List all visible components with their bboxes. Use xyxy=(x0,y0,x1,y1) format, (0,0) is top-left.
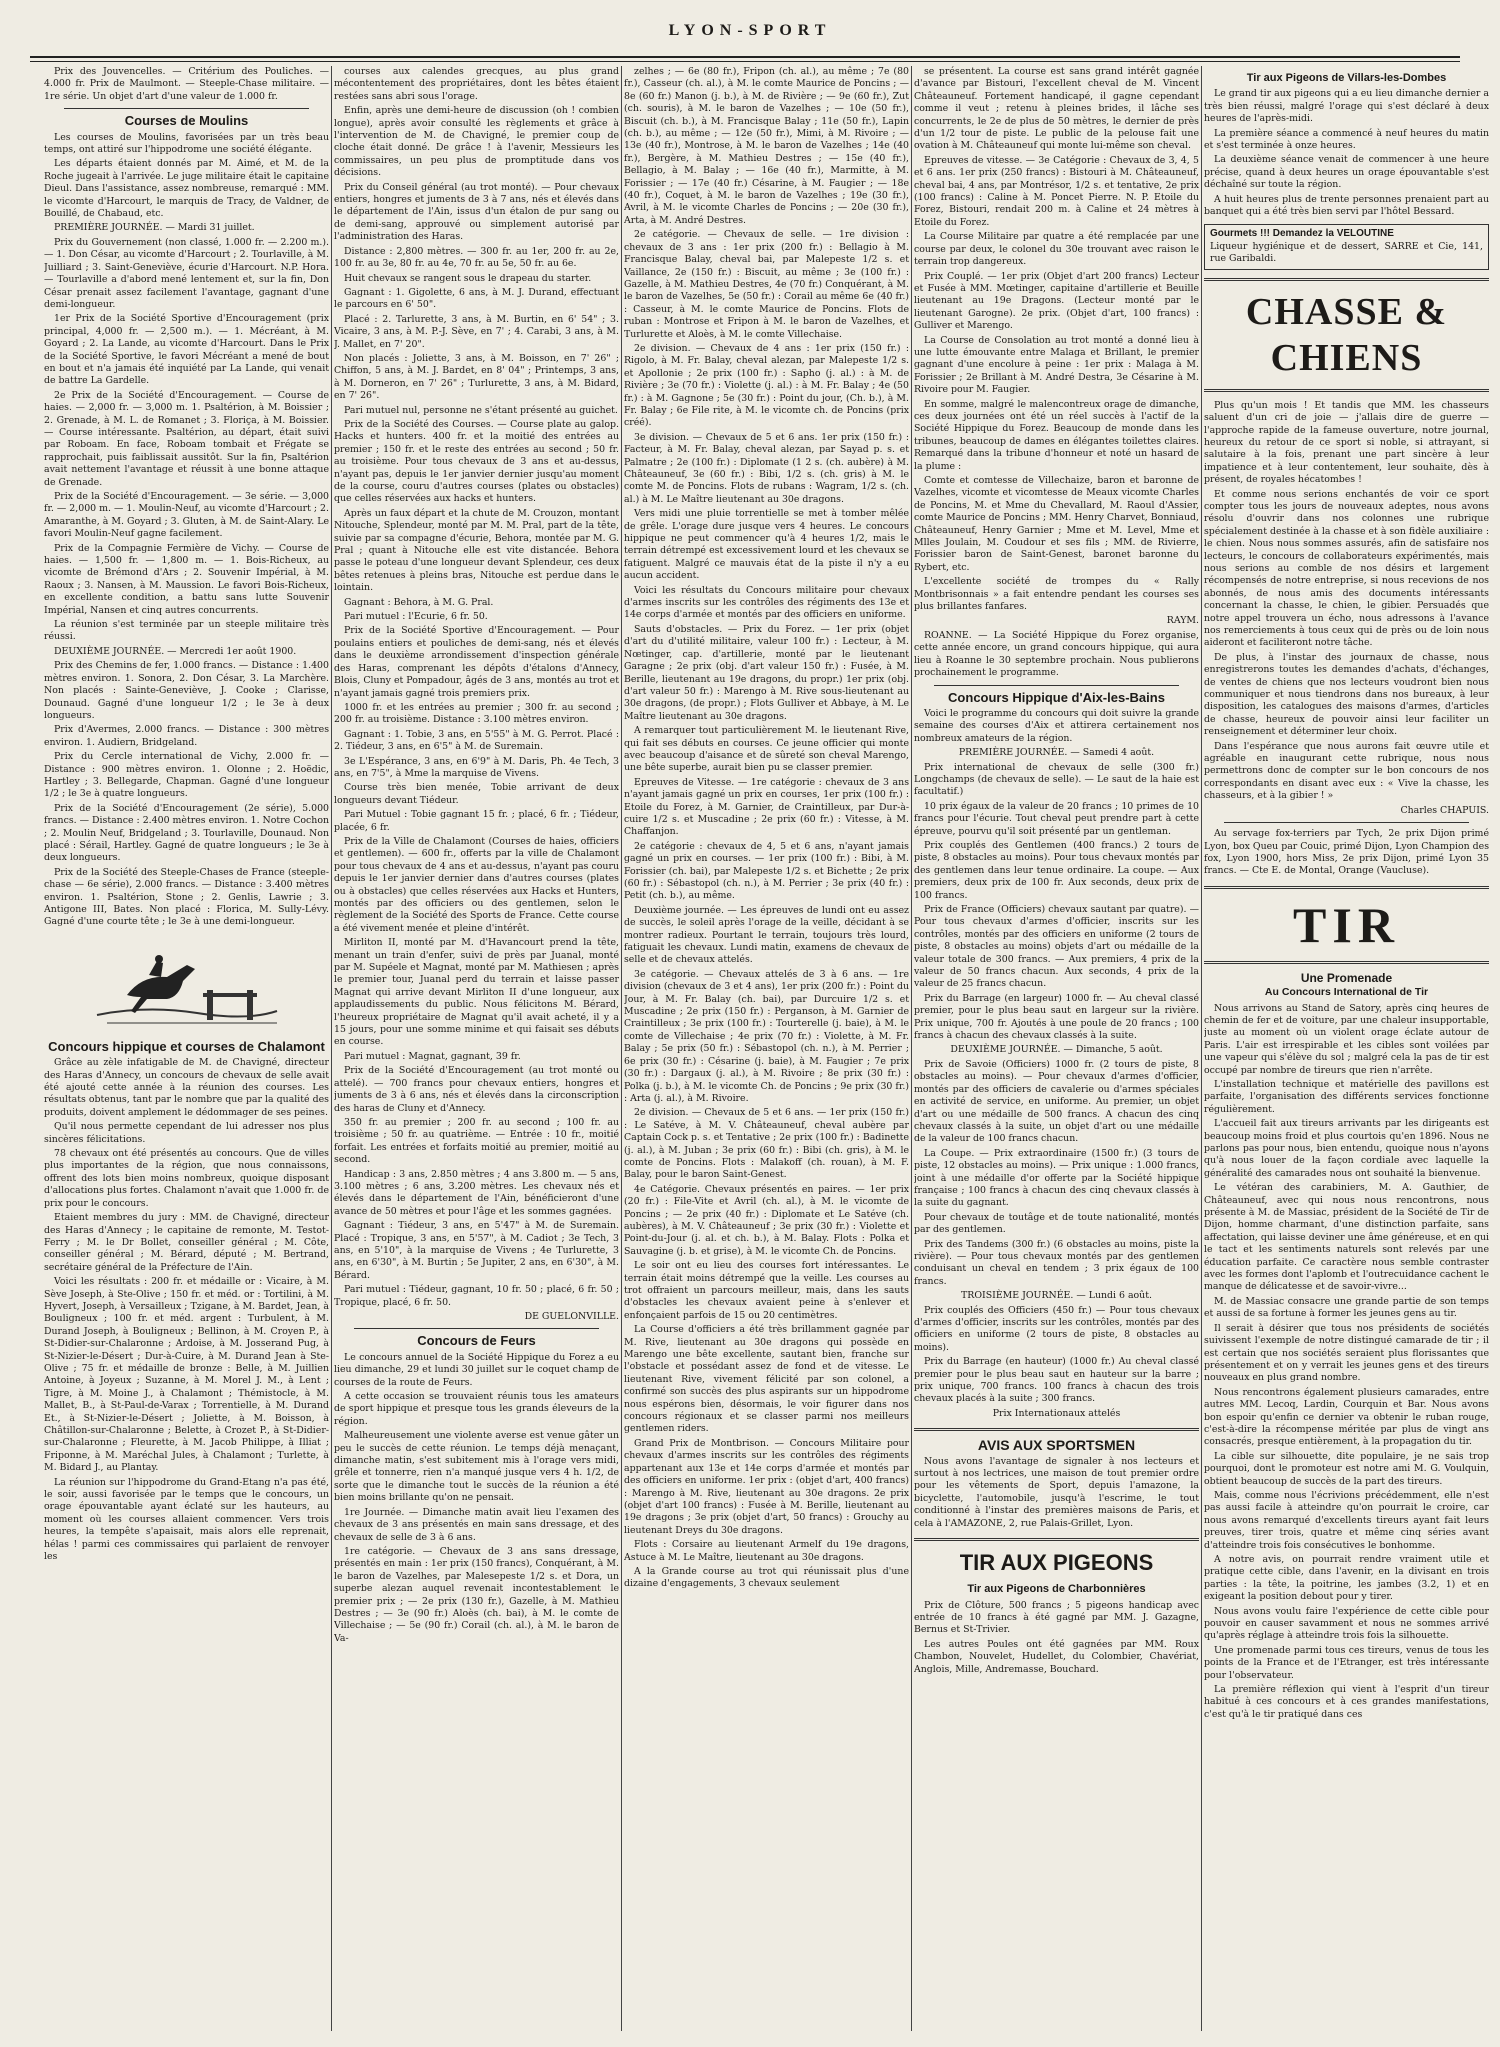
masthead-rule xyxy=(30,56,1460,58)
section-heading: Courses de Moulins xyxy=(124,113,249,129)
column-3 xyxy=(624,66,909,2031)
paragraph: Nous avons l'avantage de signaler à nos lecteurs et surtout à nos lectrices, une maison de tout premier ordre pour les vêtements de Sport, depuis l'amazone, la bicyclette, l'automobile, jusqu'à l'escrime, le tout conditionné à l'instar des premières maisons de Paris, et cela à l'AMAZONE, 2, rue Palais-Grillet, Lyon. xyxy=(914,1455,1199,1529)
paragraph: Prix international de chevaux de selle (300 fr.) Longchamps (de chevaux de selle). — Le saut de la haie est facultatif.) xyxy=(914,761,1199,798)
paragraph: Une promenade parmi tous ces tireurs, venus de tous les points de la France et de l'Etranger, est très intéressante pour l'observateur. xyxy=(1204,1644,1489,1681)
paragraph: 2e catégorie : chevaux de 4, 5 et 6 ans, n'ayant jamais gagné un prix en courses. — 1er prix (100 fr.) : Bibi, à M. Forissier (ch. bai), par Malepeste 1/2 s. et Bichette ; 2e prix (60 fr.) : Sébastopol (ch. n.), à M. Perrier ; 3e prix (40 fr.) : Petit (ch. b.), au même. xyxy=(624,840,909,902)
paragraph: 3e division. — Chevaux de 5 et 6 ans. 1er prix (150 fr.) : Facteur, à M. Fr. Balay, cheval alezan, par Sayad p. s. et Palmatre ; 2e (100 fr.) : Diplomate (1 2 s. (ch. aubère) à M. Châteauneuf, 3e (60 fr.) : Bibi, 1/2 s. (ch. gris) à M. le comte M. de Poncins. Flots de rubans : Wagram, 1/2 s. (ch. al.) à M. Le Maître lieutenant au 30e dragons. xyxy=(624,431,909,505)
paragraph: PREMIÈRE JOURNÉE. — Samedi 4 août. xyxy=(958,747,1155,759)
paragraph: La première séance a commencé à neuf heures du matin et s'est terminée à onze heures. xyxy=(1204,127,1489,152)
paragraph: Prix de la Société d'Encouragement. — 3e série. — 3,000 fr. — 2,000 m. — 1. Moulin-Neuf, au vicomte d'Harcourt ; 2. Amaranthe, à M. Goyard ; 3. Gluten, à M. de Saint-Alary. Le favori Moulin-Neuf gagne facilement. xyxy=(44,491,329,540)
divider xyxy=(1204,886,1489,889)
paragraph: Et comme nous serions enchantés de voir ce sport compter tous les jours de nouveaux adeptes, nous avons résolu d'ouvrir dans nos colonnes une rubrique spécialement destinée à la chasse et à son fidèle auxiliaire : le chien. Nous nous sommes assurés, afin de satisfaire nos lecteurs, le concours de collaborateurs expérimentés, mais nous serions au comble de nos désirs et largement récompensés de notre entreprise, si nous recevions de nos abonnés, de nous amis des documents intéressants concernant la chasse, le chien, le gibier. Persuadés que notre appel trouvera un écho, nous adressons à l'avance nos remerciements à tous ceux qui de près ou de loin nous aideront et faciliteront notre tâche. xyxy=(1204,488,1489,649)
paragraph: L'excellente société de trompes du « Rally Montbrisonnais » a fait entendre pendant les courses ses plus brillantes fanfares. xyxy=(914,576,1199,613)
paragraph: Sauts d'obstacles. — Prix du Forez. — 1er prix (objet d'art du d'utilité militaire, valeur 100 fr.) : Lecteur, à M. Nœtinger, cap. d'artillerie, monté par le lieutenant Garagne ; 2e prix (obj. d'art valeur 150 fr.) : Fusée, à M. Berille, lieutenant au 19e dragons, du propr.) 1er prix (obj. d'art valeur 50 fr.) : Marengo à M. Rive sous-lieutenant au 30e dragons, (de propr.) ; Flots Gulliver et Abbaye, à M. Le Maître lieutenant au 30e dragons. xyxy=(624,623,909,722)
paragraph: Etaient membres du jury : MM. de Chavigné, directeur des Haras d'Annecy ; le capitaine de remonte, M. Testot-Ferry ; M. le Dr Bollet, conseiller général ; M. Côte, conseiller général ; M. Bérard, député ; M. Bertrand, secrétaire général de la Préfecture de l'Ain. xyxy=(44,1212,329,1273)
paragraph: Pour chevaux de toutâge et de toute nationalité, montés par des gentlemen. xyxy=(914,1211,1199,1236)
column-5 xyxy=(1204,66,1489,2031)
paragraph: En somme, malgré le malencontreux orage de dimanche, ces deux journées ont été un réel succès à l'actif de la Société Hippique du Forez. Beaucoup de monde dans les tribunes, beaucoup de dames en élégantes toilettes claires. Remarqué dans la tribune d'honneur et noté un hasard de la plume : xyxy=(914,398,1199,472)
paragraph: Nous arrivons au Stand de Satory, après cinq heures de chemin de fer et de voiture, par une chaleur insupportable, juste au moment où un violent orage éclate autour de Paris. L'air est irrespirable et les cibles sont voilées par une vapeur qui s'élève du sol ; malgré cela la pas de tir est occupé par nombre de tireurs que rien n'arrête. xyxy=(1204,1002,1489,1076)
paragraph: Prix de France (Officiers) chevaux sautant par quatre). — Pour tous chevaux d'armes d'officier, inscrits sur les contrôles, montés par des officiers en uniforme (2 tours de piste, 8 obstacles au moins) objets d'art ou médaille de la valeur totale de 300 francs. — Aux premiers, 4 prix de la valeur de 50 francs chacun. Aux seconds, 4 prix de la valeur de 25 francs chacun. xyxy=(914,904,1199,990)
paragraph: Les départs étaient donnés par M. Aimé, et M. de la Roche jugeait à l'arrivée. Le juge militaire était le capitaine Dieul. Dans l'assistance, assez nombreuse, remarqué : MM. le vicomte d'Harcourt, le marquis de Tracy, de Valdner, de Bouillé, de Chabaud, etc. xyxy=(44,158,329,220)
paragraph: Prix de Clôture, 500 francs ; 5 pigeons handicap avec entrée de 10 francs à été gagné par MM. J. Gazagne, Bernus et St-Trivier. xyxy=(914,1599,1199,1636)
paragraph: Après un faux départ et la chute de M. Crouzon, montant Nitouche, Splendeur, monté par M. M. Pral, part de la tête, suivie par sa compagne d'écurie, Behora, montée par M. G. Pral ; quant à Nitouche elle est vite distancée. Behora passe le poteau d'une longueur devant Splendeur, ces deux bêtes retenues à pleins bras, Nitouche est perdue dans le lointain. xyxy=(334,507,619,594)
paragraph: Voici le programme du concours qui doit suivre la grande semaine des courses d'Aix et attirera certainement nos nombreux amateurs de la région. xyxy=(914,707,1199,744)
divider xyxy=(1224,822,1469,823)
section-banner: TIR xyxy=(1293,896,1400,953)
paragraph: Prix de la Ville de Chalamont (Courses de haies, officiers et gentlemen). — 600 fr., offerts par la ville de Chalamont pour tous chevaux de 4 ans et au-dessus, n'ayant pas couru depuis le 1er janvier dernier dans d'autres courses (plates ou à obstacles) que celles réservées aux Hacks et Hunters, montés par des officiers ou des gentlemen, selon le règlement de la Société des Sports de France. Cette course a été vivement menée et pleine d'intérêt. xyxy=(334,835,619,934)
paragraph: Prix couplés des Gentlemen (400 francs.) 2 tours de piste, 8 obstacles au moins). Pour tous chevaux montés par des gentlemen dans leur tenue ordinaire. La coupe. — Aux premiers, deux prix de 100 fr. Aux seconds, deux prix de 100 francs. xyxy=(914,839,1199,901)
paragraph: DEUXIÈME JOURNÉE. — Mercredi 1er août 1900. xyxy=(54,645,297,657)
column-separator xyxy=(621,66,622,2031)
paragraph: La réunion s'est terminée par un steeple militaire très réussi. xyxy=(44,619,329,643)
paragraph: Mirliton II, monté par M. d'Havancourt prend la tête, menant un train d'enfer, suivi de près par Juanal, monté par M. Supéele et Magnat, monté par M. Mathiesen ; après le premier tour, Juanal perd du terrain et laisse passer Magnat qui arrive devant Mirliton II d'une longueur, aux applaudissements du public. Nous félicitons M. Bérard, l'heureux propriétaire de Magnat qu'il avait acheté, il y a 15 jours, pour une somme minime et qui faisait ses débuts en course. xyxy=(334,937,619,1048)
paragraph: Distance : 2,800 mètres. — 300 fr. au 1er, 200 fr. au 2e, 100 fr. au 3e, 80 fr. au 4e, 70 fr. au 5e, 50 fr. au 6e. xyxy=(334,245,619,270)
paragraph: Vers midi une pluie torrentielle se met à tomber mêlée de grêle. L'orage dure jusque vers 4 heures. Le concours hippique ne peut commencer qu'à 4 heures 1/2, mais le terrain détrempé est excessivement lourd et les chevaux se fatiguent. Malgré ce mauvais état de la piste il n'y a eu aucun accident. xyxy=(624,508,909,582)
paragraph: Prix du Cercle international de Vichy, 2.000 fr. — Distance : 900 mètres environ. 1. Olonne ; 2. Hoëdic, Hartley ; 3. Bellegarde, Chapman. Gagné d'une longueur 1/2 ; le 3e à quatre longueurs. xyxy=(44,751,329,800)
paragraph: se présentent. La course est sans grand intérêt gagnée d'avance par Bistouri, l'excellent cheval de M. Vincent Châteauneuf. Fortement handicapé, il gagne cependant comme il veut ; retenu à pleines brides, il lâche ses concurrents, le 2e de plus de 50 mètres, le dernier de près d'un 1/2 tour de piste. Le public de la pelouse fait une ovation à M. Châteauneuf qui monte lui-même son cheval. xyxy=(914,66,1199,152)
section-heading: Concours hippique et courses de Chalamont xyxy=(48,1038,325,1054)
paragraph: Pari mutuel : Tiédeur, gagnant, 10 fr. 50 ; placé, 6 fr. 50 ; Tropique, placé, 6 fr. 50. xyxy=(334,1284,619,1308)
paragraph: La première réflexion qui vient à l'esprit d'un tireur habitué à ces concours et à ces grandes manifestations, c'est qu'à le tir pratiqué dans ces xyxy=(1204,1684,1489,1720)
paragraph: L'installation technique et matérielle des pavillons est parfaite, l'organisation des différents services fonctionne régulièrement. xyxy=(1204,1078,1489,1115)
section-subheading: Tir aux Pigeons de Charbonnières xyxy=(967,1583,1146,1596)
paragraph: Flots : Corsaire au lieutenant Armelf du 19e dragons, Astuce à M. Le Maître, lieutenant au 30e dragons. xyxy=(624,1539,909,1563)
paragraph: Comte et comtesse de Villechaize, baron et baronne de Vazelhes, vicomte et vicomtesse de Meaux vicomte Charles de Poncins, M. et Mme du Chevallard, M. Raoul d'Assier, comte Maurice de Poncins ; MM. Henry Charvet, Bonniaud, Châteauneuf, Henry Garnier ; Mme et M. Level, Mme et Mlles Joulain, M. Coudour et ses fils ; MM. de Rivierre, Forissier baron de Saint-Genest, baronet baronne du Rybert, etc. xyxy=(914,475,1199,573)
paragraph: Mais, comme nous l'écrivions précédemment, elle n'est pas aussi facile à atteindre qu'on pourrait le croire, car nous avons remarqué d'excellents tireurs ayant fait leurs preuves, tirer trois, quatre et même cinq séries avant d'atteindre trois fois consécutives le bonhomme. xyxy=(1204,1489,1489,1551)
paragraph: Qu'il nous permette cependant de lui adresser nos plus sincères félicitations. xyxy=(44,1121,329,1145)
paragraph: Grâce au zèle infatigable de M. de Chavigné, directeur des Haras d'Annecy, un concours de chevaux de selle avait été ajouté cette année à la réunion des courses. Les résultats obtenus, tant par le nombre que par la qualité des produits, doivent amplement le dédommager de ses peines. xyxy=(44,1057,329,1118)
paragraph: 4e Catégorie. Chevaux présentés en paires. — 1er prix (20 fr.) : File-Vite et Avril (ch. al.), à M. le vicomte de Poncins ; — 2e prix (40 fr.) : Diplomate et Le Satéve (ch. aubères), à M. V. Châteauneuf ; 3e prix (30 fr.) : Violette et Point-du-Jour (j. al. et ch. b.), à M. Balay. Flots : Polka et Sauvagine (j. b. et grise), à M. le vicomte Ch. de Poncins. xyxy=(624,1183,909,1257)
paragraph: Pari mutuel : l'Ecurie, 6 fr. 50. xyxy=(344,611,488,623)
paragraph: Nous rencontrons également plusieurs camarades, entre autres MM. Lecoq, Lardin, Courquin et Bar. Nous avons bon espoir qu'enfin ce dernier va obtenir le ruban rouge, c'est-à-dire la récompense méritée par plus de vingt ans consacrés, presque entièrement, à la propagation du tir. xyxy=(1204,1386,1489,1448)
paragraph: Prix couplés des Officiers (450 fr.) — Pour tous chevaux d'armes d'officier, inscrits sur les contrôles, montés par des officiers en uniforme (2 tours de piste, 8 obstacles au moins). xyxy=(914,1304,1199,1353)
signature: RAYM. xyxy=(1166,615,1199,627)
paragraph: Au servage fox-terriers par Tych, 2e prix Dijon primé Lyon, box Queu par Couic, primé Dijon, Lyon Champion des fox, Lyon 1900, hors Miss, 2e prix Dijon, primé Lyon 35 francs. — Cte E. de Montal, Orange (Vaucluse). xyxy=(1204,828,1489,877)
page-masthead: LYON-SPORT xyxy=(668,22,832,39)
paragraph: Plus qu'un mois ! Et tandis que MM. les chasseurs saluent d'un cri de joie — j'allais dire de guerre — l'approche rapide de la fameuse ouverture, notre journal, heureux du retour de ce sport si noble, si attrayant, si salutaire à la fois, prenant une part sincère à leur impatience et à leur contentement, leur souhaite, dès à présent, de royales hécatombes ! xyxy=(1204,399,1489,486)
paragraph: Le grand tir aux pigeons qui a eu lieu dimanche dernier a très bien réussi, malgré l'orage qui s'est déclaré à deux heures de l'après-midi. xyxy=(1204,88,1489,125)
paragraph: A notre avis, on pourrait rendre vraiment utile et pratique cette cible, dans l'avenir, en la divisant en trois parties : la tête, la poitrine, les jambes (3.2, 1) et en exigeant la position debout pour y tirer. xyxy=(1204,1554,1489,1603)
column-1 xyxy=(44,66,329,2031)
paragraph: Prix d'Avermes, 2.000 francs. — Distance : 300 mètres environ. 1. Audiern, Bridgeland. xyxy=(44,724,329,748)
paragraph: Prix du Conseil général (au trot monté). — Pour chevaux entiers, hongres et juments de 3 à 7 ans, nés et élevés dans le département de l'Ain, issus d'un étalon de pur sang ou de demi-sang, approuvé ou simplement autorisé par l'administration des Haras. xyxy=(334,181,619,243)
paragraph: La Coupe. — Prix extraordinaire (1500 fr.) (3 tours de piste, 12 obstacles au moins). — Prix unique : 1.000 francs, joint à une médaille d'or offerte par la Société hippique française ; 100 francs à chacun des cinq chevaux classés à la suite du gagnant. xyxy=(914,1147,1199,1209)
section-subheading: Au Concours International de Tir xyxy=(1264,986,1429,999)
paragraph: Voici les résultats : 200 fr. et médaille or : Vicaire, à M. Sève Joseph, à Ste-Olive ; 150 fr. et méd. or : Tortilini, à M. Hyvert, Joseph, à Versailleux ; Tzigane, à M. Bardet, Jean, à Bouligneux ; 100 fr. et méd. argent : Turbulent, à M. Durand Joseph, à Bouligneux ; Bellinon, à M. Croyen P., à St-Didier-sur-Chalaronne ; Ardoise, à M. Josserand Pug, à St-Nizier-le-Désert ; Dur-à-Cuire, à M. Durand Jean à Ste-Olive ; 75 fr. et médaille de bronze : Belle, à M. Juillien Antoine, à Joyeux ; Suzanne, à M. Morel J. M., à Lent ; Tigre, à M. Moine J., à Chalamont ; Thémistocle, à M. Mallet, B., à St-Paul-de-Varax ; Torrentielle, à M. Durand Et., à St-Nizier-le-Désert ; Joliette, à M. Boisson, à Châtillon-sur-Chalaronne ; Belette, à Crozet P., à St-Didier-sur-Chalaronne ; Fleurette, à M. Jacob Philippe, à Illiat ; Friponne, à M. Maréchal Jules, à Chalamont ; Turlette, à M. Bidard J., au Plantay. xyxy=(44,1276,329,1474)
divider xyxy=(64,108,309,109)
paragraph: Prix de la Société Sportive d'Encouragement. — Pour poulains entiers et pouliches de demi-sang, nés et élevés dans le deuxième arrondissement d'inspection générale des Haras, comprenant les dépôts d'étalons d'Annecy, Blois, Cluny et Pompadour, âgés de 3 ans, montés au trot et n'ayant jamais gagné trois premiers prix. xyxy=(334,625,619,699)
section-heading: Concours de Feurs xyxy=(417,1333,536,1349)
paragraph: Enfin, après une demi-heure de discussion (oh ! combien longue), après avoir consulté les règlements et grâce à l'intervention de M. de Chavigné, le premier coup de cloche était donné. De grâce ! à l'avenir, Messieurs les commissaires, un peu plus de promptitude dans vos décisions. xyxy=(334,105,619,179)
paragraph: TROISIÈME JOURNÉE. — Lundi 6 août. xyxy=(961,1290,1152,1302)
section-banner: CHASSE & CHIENS xyxy=(1245,290,1448,379)
paragraph: Pari mutuel nul, personne ne s'étant présenté au guichet. xyxy=(344,404,618,416)
paragraph: Prix des Tandems (300 fr.) (6 obstacles au moins, piste la rivière). — Pour tous chevaux montés par des gentlemen conduisant un cheval en tendem ; 3 prix égaux de 100 francs. xyxy=(914,1238,1199,1287)
paragraph: Le concours annuel de la Société Hippique du Forez a eu lieu dimanche, 29 et lundi 30 juillet sur le coquet champ de courses de la route de Feurs. xyxy=(334,1351,619,1388)
paragraph: Prix de la Société d'Encouragement (au trot monté ou attelé). — 700 francs pour chevaux entiers, hongres et juments de 3 à 6 ans, nés et élevés dans la circonscription des haras de Cluny et d'Annecy. xyxy=(334,1065,619,1114)
paragraph: Huit chevaux se rangent sous le drapeau du starter. xyxy=(344,272,592,284)
paragraph: Prix du Gouvernement (non classé, 1.000 fr. — 2.200 m.). — 1. Don César, au vicomte d'Harcourt ; 2. Tourlaville, à M. Juilliard ; 3. Saint-Geneviève, écurie d'Harcourt. N.P. Hora. — Tourlaville a d'abord mené lentement et, sur la fin, Don César prenait assez facilement l'avantage, gagnant d'une demi-longueur. xyxy=(44,236,329,310)
paragraph: A la Grande course au trot qui réunissait plus d'une dizaine d'engagements, 3 chevaux seulement xyxy=(624,1565,909,1590)
paragraph: 1000 fr. et les entrées au premier ; 300 fr. au second ; 200 fr. au troisième. Distance : 3.100 mètres environ. xyxy=(334,701,619,726)
section-heading: AVIS AUX SPORTSMEN xyxy=(977,1437,1136,1454)
paragraph: Course très bien menée, Tobie arrivant de deux longueurs devant Tiédeur. xyxy=(334,782,619,806)
advertisement xyxy=(1204,224,1489,269)
paragraph: Placé : 2. Tarlurette, 3 ans, à M. Burtin, en 6' 54" ; 3. Vicaire, 3 ans, à M. P.-J. Sève, en 7' ; 4. Carabi, 3 ans, à M. J. Mallet, en 7' 20". xyxy=(334,313,619,350)
paragraph: Prix du Barrage (en hauteur) (1000 fr.) Au cheval classé premier pour le plus beau saut en hauteur sur la barre ; prix unique, 700 francs. 100 francs à chacun des trois chevaux placés à la suite ; 300 francs. xyxy=(914,1356,1199,1405)
masthead-rule-thin xyxy=(30,61,1460,62)
paragraph: Non placés : Joliette, 3 ans, à M. Boisson, en 7' 26" ; Chiffon, 5 ans, à M. J. Bardet, en 8' 04" ; Printemps, 3 ans, à M. Dorneron, en 7' 26" ; Turlurette, 3 ans, à M. Bidard, en 7' 26". xyxy=(334,352,619,402)
advertisement-body: Liqueur hygiénique et de dessert, SARRE et Cie, 141, rue Garibaldi. xyxy=(1210,240,1483,265)
column-2 xyxy=(334,66,619,2031)
paragraph: Deuxième journée. — Les épreuves de lundi ont eu assez de succès, le soleil après l'orage de la veille, décidant à se montrer radieux. Pourtant le terrain, toujours très lourd, fatiguait les chevaux. Lundi matin, examens de chevaux de selle et de chevaux attelés. xyxy=(624,904,909,966)
paragraph: 1re catégorie. — Chevaux de 3 ans sans dressage, présentés en main : 1er prix (150 francs), Conquérant, à M. le baron de Vazelhes, par Malesepeste 1/2 s. et Dora, un superbe alezan auquel revenait incontestablement le premier prix ; — 2e prix (130 fr.), Gazelle, à M. Mathieu Destres ; — 3e (90 fr.) Aloès (ch. bai), à M. le comte de Villechaise ; — 5e (90 fr.) Corail (ch. al.), à M. le baron de Va- xyxy=(334,1545,619,1644)
paragraph: 1re Journée. — Dimanche matin avait lieu l'examen des chevaux de 3 ans présentés en main sans dressage, et des chevaux de selle de 3 à 6 ans. xyxy=(334,1506,619,1543)
signature: DE GUELONVILLE. xyxy=(524,1311,619,1322)
paragraph: 2e division. — Chevaux de 5 et 6 ans. — 1er prix (150 fr.) : Le Satéve, à M. V. Châteauneuf, cheval aubère par Captain Cock p. s. et Tentative ; 2e prix (100 fr.) : Badinette (j. al.), à M. Juban ; 3e prix (60 fr.) : Bibi (ch. gris), à M. le comte de Poncins. Flots : Malakoff (ch. rouan), à M. F. Balay, pour le baron Saint-Genest. xyxy=(624,1107,909,1181)
paragraph: 78 chevaux ont été présentés au concours. Que de villes plus importantes de la région, que nous connaissons, offrent des lots bien moins nombreux, quoique disposant d'allocations plus fortes. Chalamont n'avait que 1.000 fr. de prix pour le concours. xyxy=(44,1148,329,1209)
section-heading: Concours Hippique d'Aix-les-Bains xyxy=(948,689,1165,705)
paragraph: Malheureusement une violente averse est venue gâter un peu le succès de cette réunion. Le temps déjà menaçant, dimanche matin, s'est subitement mis à l'orage vers midi, grêle et tonnerre, rien n'a manqué jusque vers 4 h. 1/2, de sorte que le dimanche tout le succès de la réunion a été bien moins brillante qu'on ne pensait. xyxy=(334,1430,619,1504)
paragraph: Pari mutuel : Magnat, gagnant, 39 fr. xyxy=(344,1050,521,1062)
paragraph: Les courses de Moulins, favorisées par un très beau temps, ont attiré sur l'hippodrome une société élégante. xyxy=(44,131,329,156)
paragraph: Grand Prix de Montbrison. — Concours Militaire pour chevaux d'armes inscrits sur les contrôles des régiments appartenant aux 13e et 14e corps d'armée et montés par des officiers en uniforme. 1er prix : (objet d'art, 400 francs) : Marengo à M. Rive, lieutenant au 30e dragons. 2e prix (objet d'art 100 francs) : Fusée à M. Berille, lieutenant au 19e dragons ; 3e prix (objet d'art, 50 francs) : Grouchy au lieutenant Dreys du 30e dragons. xyxy=(624,1437,909,1536)
paragraph: 3e catégorie. — Chevaux attelés de 3 à 6 ans. — 1re division (chevaux de 3 et 4 ans), 1er prix (200 fr.) : Point du Jour, à M. Fr. Balay (ch. bai), par Durcuire 1/2 s. et Muscadine ; 2e prix (150 fr.) : Perganson, à M. Garnier de Craintilleux ; 3e prix (100 fr.) : Tourterelle (j. baie), à M. le comte de Villechaise ; 4e prix (70 fr.) : Violette, à M. Fr. Balay ; 5e prix (50 fr.) : Sébastopol (ch. n.), à M. Perrier ; 6e prix (30 fr.) : Césarine (j. baie), à M. Faugier ; 7e prix (30 fr.) : Dargaux (j. al.), à M. Rivoire ; 8e prix (30 fr.) : Polka (j. b.), à M. le vicomte Ch. de Poncins ; 9e prix (30 fr.) : Arta (j. al.), à M. Rivoire. xyxy=(624,968,909,1104)
paragraph: Prix Internationaux attelés xyxy=(992,1407,1121,1419)
paragraph: Gagnant : Behora, à M. G. Pral. xyxy=(344,596,494,608)
paragraph: La Course de Consolation au trot monté a donné lieu à une lutte émouvante entre Malaga et Brillant, le premier gagnant d'une encolure à peine : 1er prix : Malaga à M. Forissier ; 2e Brillant à M. André Destra, 3e Césarine à M. Rivoire pour M. Faugier. xyxy=(914,334,1199,396)
divider xyxy=(1204,961,1489,964)
paragraph: ROANNE. — La Société Hippique du Forez organise, cette année encore, un grand concours hippique, qui aura lieu à Roanne le 30 septembre prochain. Nous publierons prochainement le programme. xyxy=(914,629,1199,679)
paragraph: Gagnant : 1. Gigolette, 6 ans, à M. J. Durand, effectuant le parcours en 6' 50". xyxy=(334,286,619,311)
advertisement-title: Gourmets !!! Demandez la VELOUTINE xyxy=(1210,228,1394,240)
paragraph: Prix de la Compagnie Fermière de Vichy. — Course de haies. — 1,500 fr. — 1,800 m. — 1. Bois-Richeux, au vicomte de Brémond d'Ars ; 2. Souvenir Impérial, à M. Raoux ; 3. Nansen, à M. Maussion. Le favori Bois-Richeux, en excellente condition, a battu sans lutte Souvenir Impérial, Nansen et cinq autres concurrents. xyxy=(44,542,329,616)
paragraph: Voici les résultats du Concours militaire pour chevaux d'armes inscrits sur les contrôles des régiments des 13e et 14e corps d'armée et montés par des officiers en uniforme. xyxy=(624,584,909,621)
column-4 xyxy=(914,66,1199,2031)
paragraph: A remarquer tout particulièrement M. le lieutenant Rive, qui fait ses débuts en courses. Ce jeune officier qui monte avec beaucoup d'aisance et de sûreté son cheval Marengo, une bête superbe, aurait bien pu se classer premier. xyxy=(624,725,909,774)
paragraph: Dans l'espérance que nous aurons fait œuvre utile et agréable en inaugurant cette rubrique, nous nous permettrons donc de compter sur le bon concours de nos correspondants en disant avec eux : « Vive la chasse, les chasseurs, et à la gibier ! » xyxy=(1204,740,1489,802)
paragraph: DEUXIÈME JOURNÉE. — Dimanche, 5 août. xyxy=(950,1044,1163,1056)
paragraph: 1er Prix de la Société Sportive d'Encouragement (prix principal, 4,000 fr. — 2,500 m.). — 1. Mécréant, à M. Goyard ; 2. La Lande, au vicomte d'Harcourt. Dans le Prix de la Société Sportive, le favori Mécréant a mené de bout en bout et n'a jamais été inquiété par La Lande, qui venait de battre La Gardelle. xyxy=(44,313,329,387)
paragraph: La réunion sur l'hippodrome du Grand-Etang n'a pas été, le soir, aussi favorisée par le temps que le concours, un orage épouvantable ayant éclaté sur les hauteurs, au moment où les courses allaient commencer. Vers trois heures, la tempête s'apaisait, mais alors elle reprenait, hélas ! parmi ces commissaires qui parlaient de renvoyer les xyxy=(44,1476,329,1563)
paragraph: Pari Mutuel : Tobie gagnant 15 fr. ; placé, 6 fr. ; Tiédeur, placée, 6 fr. xyxy=(334,809,619,833)
paragraph: Les autres Poules ont été gagnées par MM. Roux Chambon, Nouvelet, Hudellet, du Colombier, Chavériat, Anglois, Mille, Andremasse, Bouchard. xyxy=(914,1638,1199,1675)
paragraph: courses aux calendes grecques, au plus grand mécontentement des propriétaires, dont les bêtes étaient restées sans abri sous l'orage. xyxy=(334,66,619,102)
paragraph: Handicap : 3 ans, 2.850 mètres ; 4 ans 3.800 m. — 5 ans, 3.100 mètres ; 6 ans, 3.200 mètres. Les chevaux nés et élevés dans le département de l'Ain, bénéficieront d'une avance de 50 mètres et pour l'âge et les sommes gagnées. xyxy=(334,1168,619,1217)
paragraph: A cette occasion se trouvaient réunis tous les amateurs de sport hippique et presque tous les grands éleveurs de la région. xyxy=(334,1391,619,1427)
paragraph: 2e division. — Chevaux de 4 ans : 1er prix (150 fr.) : Rigolo, à M. Fr. Balay, cheval alezan, par Malepeste 1/2 s. et Apollonie ; 2e prix (100 fr.) : Sapho (j. al.) : à M. de Rivière ; 3e (70 fr.) : Violette (j. al.) : à M. Fr. Balay ; 4e (50 fr.) : à M. Gagnone ; 5e (30 fr.) : Point du jour, (Ch. b.), à M. Fr. Balay ; 6e File rite, à M. le vicomte ch. de Poncins (prix créé). xyxy=(624,342,909,429)
paragraph: La Course d'officiers a été très brillamment gagnée par M. Rive, lieutenant au 30e dragons qui possède en Marengo une bête excellente, sautant bien, franche sur l'obstacle et possédant assez de fond et de vitesse. Le lieutenant Rive, vivement félicité par son colonel, a confirmé son succès des plus aspirants sur un hippodrome nous espérons bien, désormais, le voir figurer dans nos concours régionaux et se classer parmi nos meilleurs gentlemen riders. xyxy=(624,1324,909,1435)
divider xyxy=(1204,389,1489,392)
divider xyxy=(934,685,1179,686)
paragraph: Gagnant : 1. Tobie, 3 ans, en 5'55" à M. G. Perrot. Placé : 2. Tiédeur, 3 ans, en 6'5" à M. de Suremain. xyxy=(334,728,619,753)
paragraph: Epreuves de vitesse. — 3e Catégorie : Chevaux de 3, 4, 5 et 6 ans. 1er prix (250 francs) : Bistouri à M. Châteauneuf, cheval bai, 4 ans, par Montrésor, 1/2 s. et tentative, 2e prix (100 francs) : Caline à M. Poncet Pierre. N. P. Etoile du Forez, Bistouri, rendait 200 m. à Caline et 24 mètres à Etoile du Forez. xyxy=(914,154,1199,228)
paragraph: Le soir ont eu lieu des courses fort intéressantes. Le terrain était moins détrempé que la veille. Les courses au trot offraient un parcours meilleur, mais, dans les sauts d'obstacles les chevaux avaient peine à s'enlever et enfonçaient parfois de 15 ou 20 centimètres. xyxy=(624,1260,909,1321)
paragraph: Nous avons voulu faire l'expérience de cette cible pour pouvoir en causer savamment et nous ne sommes arrivé qu'après réglage à atteindre trois fois la silhouette. xyxy=(1204,1605,1489,1642)
paragraph: 2e Prix de la Société d'Encouragement. — Course de haies. — 2,000 fr. — 3,000 m. 1. Psaltérion, à M. Boissier ; 2. Grenade, à M. L. de Romanet ; 3. Floriça, à M. Boissier. — Course intéressante. Psaltérion, au départ, était suivi par Roboam. En face, Roboam tombait et Frégate se rapprochait, puis faiblissait aussitôt. Sur la fin, Psaltérion avait nettement l'avantage et réussit à une bonne attaque de Grenade. xyxy=(44,389,329,488)
paragraph: M. de Massiac consacre une grande partie de son temps et aussi de sa fortune à former les jeunes gens au tir. xyxy=(1204,1295,1489,1320)
column-separator xyxy=(331,66,332,2031)
paragraph: PREMIÈRE JOURNÉE. — Mardi 31 juillet. xyxy=(54,222,255,234)
signature: Charles CHAPUIS. xyxy=(1400,804,1489,816)
paragraph: Prix Couplé. — 1er prix (Objet d'art 200 francs) Lecteur et Fusée à MM. Mœtinger, capitaine d'artillerie et Beuille lieutenant au 19e Dragons. (Lecteur monté par le lieutenant Garogne). 2e prix. (Objet d'art, 100 francs) : Gulliver et Marengo. xyxy=(914,270,1199,332)
paragraph: 350 fr. au premier ; 200 fr. au second ; 100 fr. au troisième ; 50 fr. au quatrième. — Entrée : 10 fr., moitié forfait. Les entrées et forfaits moitié au premier, moitié au second. xyxy=(334,1116,619,1166)
paragraph: L'accueil fait aux tireurs arrivants par les dirigeants est beaucoup moins froid et plus courtois qu'en 1896. Nous ne parlons pas pour nous, bien entendu, quoique nous n'ayons qu'à nous louer de la façon cordiale avec laquelle la généralité des camarades nous ont souhaité la bienvenue. xyxy=(1204,1118,1489,1179)
paragraph: Prix de Savoie (Officiers) 1000 fr. (2 tours de piste, 8 obstacles au moins). — Pour chevaux d'armes d'officier, montés par des officiers de cavalerie ou d'armes spéciales en activité de service, en uniforme. Au premier, un objet d'art ou une médaille de 500 francs. A chacun des cinq chevaux classés à la suite, un objet d'art ou une médaille de la valeur de 100 francs chacun. xyxy=(914,1058,1199,1145)
paragraph: Prix du Barrage (en largeur) 1000 fr. — Au cheval classé premier, pour le plus beau saut en largeur sur la rivière. Prix unique, 700 fr. Ajoutés à une poule de 20 francs ; 100 francs à chacun des chevaux classés à la suite. xyxy=(914,992,1199,1042)
paragraph: Prix de la Société d'Encouragement (2e série), 5.000 francs. — Distance : 2.400 mètres environ. 1. Notre Cochon ; 2. Moulin Neuf, Bridgeland ; 3. Tourlaville, Dounaud. Non placé : Sérail, Hartley. Gagné de quatre longueurs ; le 3e à deux longueurs. xyxy=(44,802,329,864)
section-heading: Tir aux Pigeons de Villars-les-Dombes xyxy=(1246,72,1447,84)
paragraph: A huit heures plus de trente personnes prenaient part au banquet qui a été très bien servi par l'hôtel Bessard. xyxy=(1204,193,1489,218)
paragraph: Prix des Chemins de fer, 1.000 francs. — Distance : 1.400 mètres environ. 1. Sonora, 2. Don César, 3. La Marchère. Non placés : Sainte-Geneviève, J. Cooke ; Clarisse, Dounaud. Gagné d'une longueur 1/2 ; le 3e à deux longueurs. xyxy=(44,660,329,721)
horse-jumping-illustration xyxy=(87,935,287,1035)
paragraph: Le vétéran des carabiniers, M. A. Gauthier, de Châteauneuf, avec qui nous nous rencontrons, nous présente à M. de Massiac, président de la Société de Tir de Dijon, homme charmant, d'une distinction parfaite, sans affectation, qui laisse deviner une âme généreuse, et en qui le tact et les sentiments naturels sont relevés par une éducation parfaite. Ce caractère nous semble contraster avec les formes dont l'aplomb et l'outrecuidance cachent le manque de délicatesse et de savoir-vivre... xyxy=(1204,1182,1489,1293)
paragraph: 10 prix égaux de la valeur de 20 francs ; 10 primes de 10 francs pour l'écurie. Tout cheval peut prendre part à cette épreuve, pourvu qu'il soit présenté par un gentleman. xyxy=(914,800,1199,837)
paragraph: Il serait à désirer que tous nos présidents de sociétés suivissent l'exemple de notre distingué camarade de tir ; il est certain que nos sociétés seraient plus florissantes que présentement et on y verrait les jeunes gens et des tireurs nouveaux en plus grand nombre. xyxy=(1204,1322,1489,1384)
paragraph: Prix de la Société des Courses. — Course plate au galop. Hacks et hunters. 400 fr. et la moitié des entrées au premier ; 150 fr. et le reste des entrées au second ; 50 fr. au troisième. Pour tous chevaux de 3 ans et au-dessus, n'ayant pas, depuis le 1er janvier dernier jusqu'au moment de la course, couru d'autres courses (plates ou obstacles) que celles réservées aux hacks et hunters. xyxy=(334,418,619,505)
paragraph: zelhes ; — 6e (80 fr.), Fripon (ch. al.), au même ; 7e (80 fr.), Casseur (ch. al.), à M. le comte Maurice de Poncins ; — 8e (60 fr.) Manon (j. b.), à M. de Rivière ; — 9e (60 fr.), Zut (ch. souris), à M. le baron de Vazelhes ; — 10e (50 fr.), Biscuit (ch. b.), à M. Francisque Balay ; 11e (50 fr.), Lapin (ch. b.), au même ; — 12e (50 fr.), Mimi, à M. Rivoire ; — 13e (40 fr.), Montrose, à M. le baron de Vazelhes ; 14e (40 fr.), Bergère, à M. Mathieu Destres ; — 15e (40 fr.), Bellagio, à M. Balay ; — 16e (40 fr.), Marmitte, à M. Forissier ; — 17e (40 fr.) Césarine, à M. Faugier ; — 18e (40 fr.), Coquet, à M. le baron de Vazelhes ; 19e (30 fr.), Avril, à M. le vicomte Charles de Poncins ; — 20e (30 fr.), Arta, à M. André Destres. xyxy=(624,66,909,226)
paragraph: Prix de la Société des Steeple-Chases de France (steeple-chase — 6e série), 2.000 francs. — Distance : 3.400 mètres environ. 1. Psaltérion, Stone ; 2. Genlis, Lawrie ; 3. Antigone III, Bates. Non placé : Florica, M. Sully-Lévy. Gagné d'une courte tête ; le 3e à une demi-longueur. xyxy=(44,866,329,928)
column-separator xyxy=(1201,66,1202,2031)
column-separator xyxy=(911,66,912,2031)
paragraph: 3e L'Espérance, 3 ans, en 6'9" à M. Daris, Ph. 4e Tech, 3 ans, en 7'5", à Mme la marquise de Vivens. xyxy=(334,755,619,779)
paragraph: La Course Militaire par quatre a été remplacée par une course par deux, le colonel du 30e trouvant avec raison le terrain trop dangereux. xyxy=(914,231,1199,268)
divider xyxy=(914,1428,1199,1431)
paragraph: Gagnant : Tiédeur, 3 ans, en 5'47" à M. de Suremain. Placé : Tropique, 3 ans, en 5'57", à M. Cadiot ; 3e Tech, 3 ans, en 5'10", à la marquise de Vivens ; 4e Turlurette, 3 ans, en 6'30", à M. Burtin ; 5e Jupiter, 2 ans, en 6'30", à M. Bérard. xyxy=(334,1220,619,1281)
section-heading: TIR AUX PIGEONS xyxy=(959,1550,1154,1576)
paragraph: Epreuves de Vitesse. — 1re catégorie : chevaux de 3 ans n'ayant jamais gagné un prix en courses, 1er prix (100 fr.) : Etoile du Forez, à M. Garnier, de Craintilleux, par Dur-à-cuire 1/2 s. et Muscadine ; 2e prix (60 fr.) : Vitesse, à M. Chaffanjon. xyxy=(624,776,909,838)
paragraph: Prix des Jouvencelles. — Critérium des Pouliches. — 4.000 fr. Prix de Maulmont. — Steeple-Chase militaire. — 1re série. Un objet d'art d'une valeur de 1.000 fr. xyxy=(44,66,329,102)
paragraph: La cible sur silhouette, dite populaire, je ne sais trop pourquoi, dont le promoteur est notre ami M. G. Voulquin, obtient beaucoup de succès de la part des tireurs. xyxy=(1204,1450,1489,1487)
section-heading: Une Promenade xyxy=(1300,970,1393,985)
divider xyxy=(1204,278,1489,281)
paragraph: De plus, à l'instar des journaux de chasse, nous enregistrerons toutes les demandes d'achats, d'échanges, de ventes de chiens que nos lecteurs voudront bien nous communiquer et nous tiendrons dans nos bureaux, à leur disposition, les catalogues des maisons d'armes, d'articles de chasse, heureux de pouvoir ainsi leur faciliter un renseignement et déterminer leur choix. xyxy=(1204,651,1489,738)
divider xyxy=(354,1328,599,1329)
divider xyxy=(914,1538,1199,1541)
paragraph: 2e catégorie. — Chevaux de selle. — 1re division : chevaux de 3 ans : 1er prix (200 fr.) : Bellagio à M. Francisque Balay, cheval bai, par Malepeste 1/2 s. et Vaillance, 2e (150 fr.) : Biscuit, au même ; 3e (100 fr.) : Gazelle, à M. Mathieu Destres, 4e (70 fr.) Conquérant, à M. le baron de Vazelhes, 5e (50 fr.) : Corail au même 6e (40 fr.) : Casseur, à M. le comte Maurice de Poncins. Flots de ruban : Montrose et Fripon à M. le baron de Vazelhes, et Turlurette et Aloès, à M. le comte Villechaise. xyxy=(624,229,909,340)
paragraph: La deuxième séance venait de commencer à une heure précise, quand à deux heures un orage épouvantable s'est déchaîné sur toute la région. xyxy=(1204,154,1489,191)
